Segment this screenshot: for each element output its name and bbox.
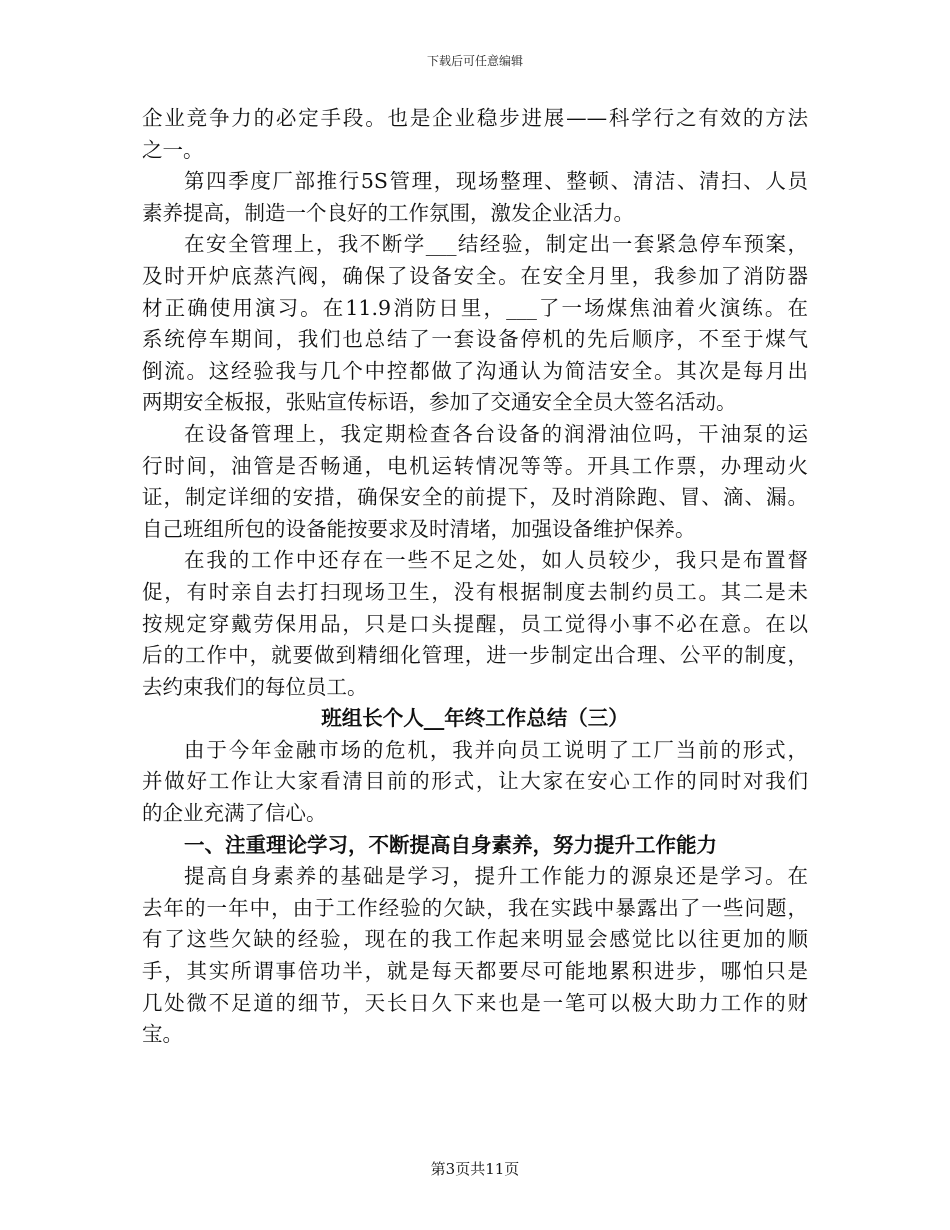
text-line: 倒流。这经验我与几个中控都做了沟通认为简洁安全。其次是每月出: [142, 358, 808, 383]
text-line: 在我的工作中还存在一些不足之处，如人员较少，我只是布置督: [184, 548, 808, 573]
text-line: 系统停车期间，我们也总结了一套设备停机的先后顺序，不至于煤气: [142, 327, 808, 352]
text-line: 并做好工作让大家看清目前的形式，让大家在安心工作的同时对我们: [142, 769, 808, 794]
text-line: 宝。: [142, 1022, 183, 1047]
text-line: 去约束我们的每位员工。: [142, 674, 368, 699]
text-line: 有了这些欠缺的经验，现在的我工作起来明显会感觉比以往更加的顺: [142, 927, 808, 952]
text-line: 企业竞争力的必定手段。也是企业稳步进展——科学行之有效的方法: [142, 106, 808, 130]
section-title: 班组长个人__年终工作总结（三）: [321, 706, 629, 731]
text-line: 行时间，油管是否畅通，电机运转情况等等。开具工作票，办理动火: [142, 453, 808, 478]
text-line: 在设备管理上，我定期检查各台设备的润滑油位吗，干油泵的运: [184, 421, 808, 446]
text-line: 素养提高，制造一个良好的工作氛围，激发企业活力。: [142, 200, 634, 225]
page-number: 第3页共11页: [430, 1160, 520, 1178]
text-line: 提高自身素养的基础是学习，提升工作能力的源泉还是学习。在: [184, 864, 808, 889]
section-heading: 一、注重理论学习，不断提高自身素养，努力提升工作能力: [184, 832, 717, 857]
text-line: 的企业充满了信心。: [142, 801, 327, 826]
text-line: 由于今年金融市场的危机，我并向员工说明了工厂当前的形式，: [184, 737, 808, 762]
text-line: 手，其实所谓事倍功半，就是每天都要尽可能地累积进步，哪怕只是: [142, 959, 808, 984]
text-line: 促，有时亲自去打扫现场卫生，没有根据制度去制约员工。其二是未: [142, 579, 808, 604]
text-line: 在安全管理上，我不断学___结经验，制定出一套紧急停车预案，: [184, 232, 808, 257]
text-line: 证，制定详细的安措，确保安全的前提下，及时消除跑、冒、滴、漏。: [142, 485, 808, 510]
text-line: 之一。: [142, 137, 204, 162]
text-line: 材正确使用演习。在11.9消防日里，___了一场煤焦油着火演练。在: [142, 295, 808, 320]
text-line: 自己班组所包的设备能按要求及时清堵，加强设备维护保养。: [142, 516, 696, 541]
text-line: 按规定穿戴劳保用品，只是口头提醒，员工觉得小事不必在意。在以: [142, 611, 808, 636]
text-line: 几处微不足道的细节，天长日久下来也是一笔可以极大助力工作的财: [142, 990, 808, 1015]
text-line: 后的工作中，就要做到精细化管理，进一步制定出合理、公平的制度，: [142, 643, 808, 668]
page-header: 下载后可任意编辑: [426, 54, 523, 68]
text-line: 两期安全板报，张贴宣传标语，参加了交通安全全员大签名活动。: [142, 390, 737, 415]
text-line: 及时开炉底蒸汽阀，确保了设备安全。在安全月里，我参加了消防器: [142, 263, 808, 288]
text-line: 第四季度厂部推行5S管理，现场整理、整顿、清洁、清扫、人员: [184, 169, 808, 194]
text-line: 去年的一年中，由于工作经验的欠缺，我在实践中暴露出了一些问题，: [142, 895, 808, 920]
document-body: [142, 103, 808, 1051]
